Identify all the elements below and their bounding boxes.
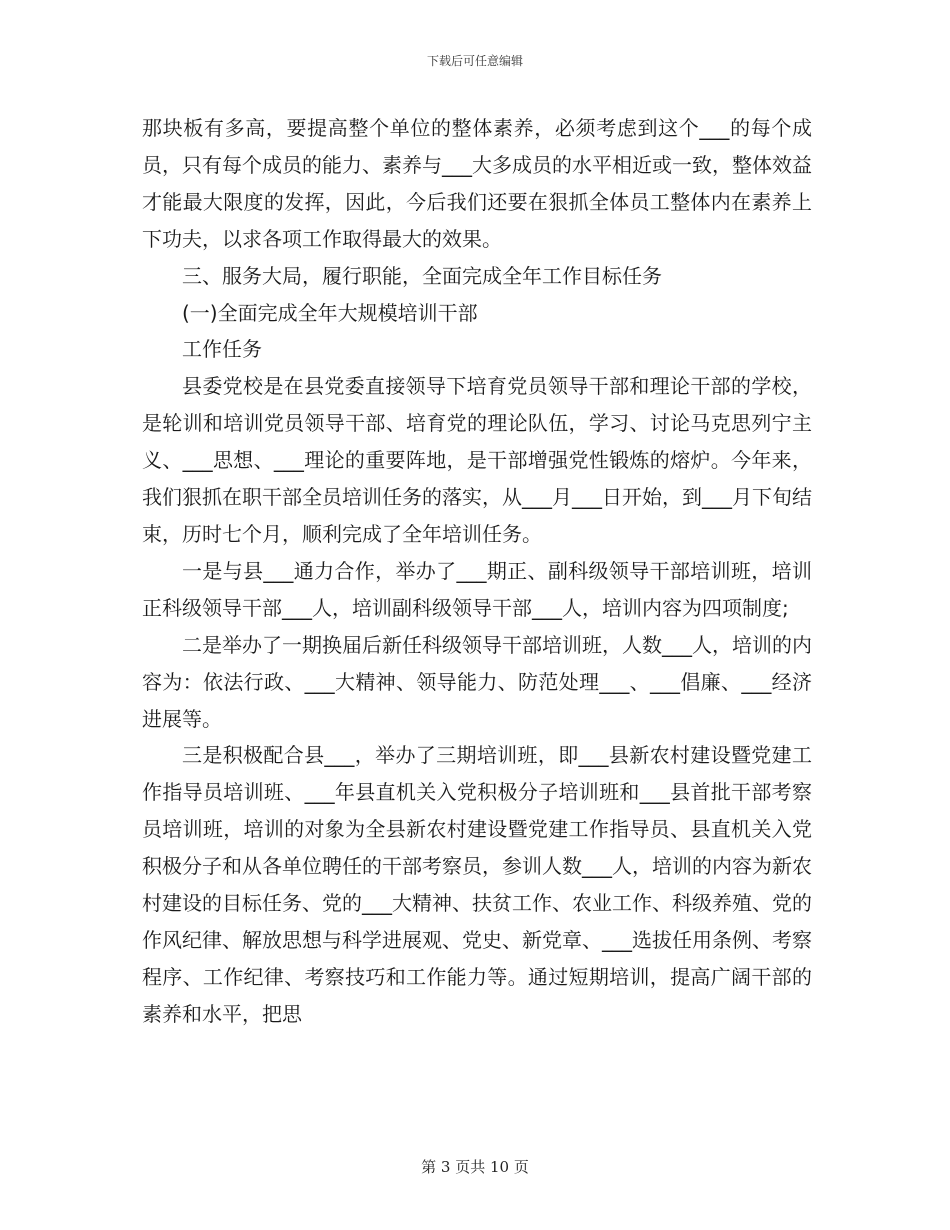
subheading-work-tasks: 工作任务 bbox=[182, 337, 262, 362]
document-body bbox=[142, 110, 812, 1033]
page-footer: 第 3 页共 10 页 bbox=[421, 1158, 529, 1176]
subsection-heading: (一)全面完成全年大规模培训干部 bbox=[182, 300, 478, 325]
section-heading: 三、服务大局，履行职能，全面完成全年工作目标任务 bbox=[182, 263, 662, 288]
paragraph-continuation: 那块板有多高，要提高整个单位的整体素养，必须考虑到这个___的每个成员，只有每个成员的能力、素养与___大多成员的水平相近或一致，整体效益才能最大限度的发挥，因此，今后我们还要在狠抓全体员工整体内在素养上下功夫，以求各项工作取得最大的效果。 bbox=[142, 116, 812, 251]
paragraph-item-two: 二是举办了一期换届后新任科级领导干部培训班，人数___人，培训的内容为：依法行政、___大精神、领导能力、防范处理___、___倡廉、___经济进展等。 bbox=[142, 632, 812, 731]
paragraph-party-school: 县委党校是在县党委直接领导下培育党员领导干部和理论干部的学校，是轮训和培训党员领导干部、培育党的理论队伍，学习、讨论马克思列宁主义、___思想、___理论的重要阵地，是干部增强党性锻炼的熔炉。今年来，我们狠抓在职干部全员培训任务的落实，从___月___日开始，到___月下旬结束，历时七个月，顺利完成了全年培训任务。 bbox=[142, 374, 812, 546]
paragraph-item-one: 一是与县___通力合作，举办了___期正、副科级领导干部培训班，培训正科级领导干部___人，培训副科级领导干部___人，培训内容为四项制度; bbox=[142, 558, 812, 620]
page-header: 下载后可任意编辑 bbox=[426, 54, 523, 68]
paragraph-item-three: 三是积极配合县___，举办了三期培训班，即___县新农村建设暨党建工作指导员培训班、___年县直机关入党积极分子培训班和___县首批干部考察员培训班，培训的对象为全县新农村建设暨党建工作指导员、县直机关入党积极分子和从各单位聘任的干部考察员，参训人数___人，培训的内容为新农村建设的目标任务、党的___大精神、扶贫工作、农业工作、科级养殖、党的作风纪律、解放思想与科学进展观、党史、新党章、___选拔任用条例、考察程序、工作纪律、考察技巧和工作能力等。通过短期培训，提高广阔干部的素养和水平，把思 bbox=[142, 743, 812, 1026]
